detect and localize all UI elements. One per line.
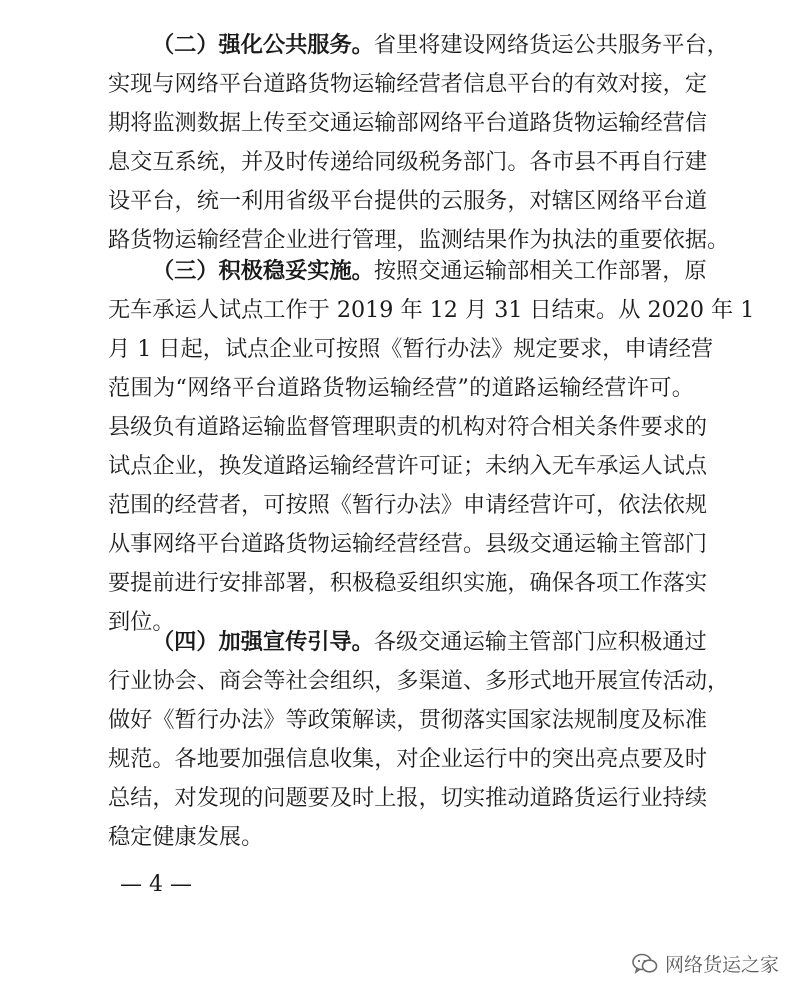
paragraph-line: 做好《暂行办法》等政策解读，贯彻落实国家法规制度及标准 bbox=[108, 707, 708, 733]
paragraph-line: 稳定健康发展。 bbox=[108, 824, 264, 850]
paragraph-line: 路货物运输经营企业进行管理，监测结果作为执法的重要依据。 bbox=[108, 227, 730, 253]
paragraph-line: 行业协会、商会等社会组织，多渠道、多形式地开展宣传活动， bbox=[108, 668, 730, 694]
section-heading: （三）积极稳妥实施。 bbox=[152, 258, 374, 284]
paragraph-line: （二）强化公共服务。省里将建设网络货运公共服务平台， bbox=[152, 32, 729, 58]
paragraph-line: 范围的经营者，可按照《暂行办法》申请经营许可，依法依规 bbox=[108, 492, 708, 518]
paragraph-line: 规范。各地要加强信息收集，对企业运行中的突出亮点要及时 bbox=[108, 746, 708, 772]
watermark bbox=[631, 950, 779, 977]
wechat-icon bbox=[631, 952, 659, 976]
section-4 bbox=[108, 623, 730, 857]
paragraph-line: 范围为“网络平台道路货物运输经营”的道路运输经营许可。 bbox=[108, 375, 694, 401]
paragraph-line: 设平台，统一利用省级平台提供的云服务，对辖区网络平台道 bbox=[108, 188, 708, 214]
section-heading: （二）强化公共服务。 bbox=[152, 32, 374, 58]
paragraph-line: 期将监测数据上传至交通运输部网络平台道路货物运输经营信 bbox=[108, 110, 708, 136]
paragraph-line: 要提前进行安排部署，积极稳妥组织实施，确保各项工作落实 bbox=[108, 570, 708, 596]
paragraph-line: （四）加强宣传引导。各级交通运输主管部门应积极通过 bbox=[152, 629, 707, 655]
paragraph-line: 月 1 日起，试点企业可按照《暂行办法》规定要求，申请经营 bbox=[108, 336, 714, 362]
paragraph-line: 无车承运人试点工作于 2019 年 12 月 31 日结束。从 2020 年 1 bbox=[108, 297, 755, 323]
paragraph-line: 试点企业，换发道路运输经营许可证；未纳入无车承运人试点 bbox=[108, 453, 708, 479]
paragraph-line: 从事网络平台道路货物运输经营经营。县级交通运输主管部门 bbox=[108, 531, 708, 557]
paragraph-line: 总结，对发现的问题要及时上报，切实推动道路货运行业持续 bbox=[108, 785, 708, 811]
paragraph-line: 到位。 bbox=[108, 609, 175, 635]
page-number: — 4 — bbox=[120, 872, 192, 897]
paragraph-line: 息交互系统，并及时传递给同级税务部门。各市县不再自行建 bbox=[108, 149, 708, 175]
paragraph-line: 实现与网络平台道路货物运输经营者信息平台的有效对接，定 bbox=[108, 71, 708, 97]
watermark-text: 网络货运之家 bbox=[664, 954, 779, 976]
section-2 bbox=[108, 26, 730, 260]
paragraph-line: （三）积极稳妥实施。按照交通运输部相关工作部署，原 bbox=[152, 258, 707, 284]
paragraph-line: 县级负有道路运输监督管理职责的机构对符合相关条件要求的 bbox=[108, 414, 708, 440]
section-heading: （四）加强宣传引导。 bbox=[152, 629, 374, 655]
